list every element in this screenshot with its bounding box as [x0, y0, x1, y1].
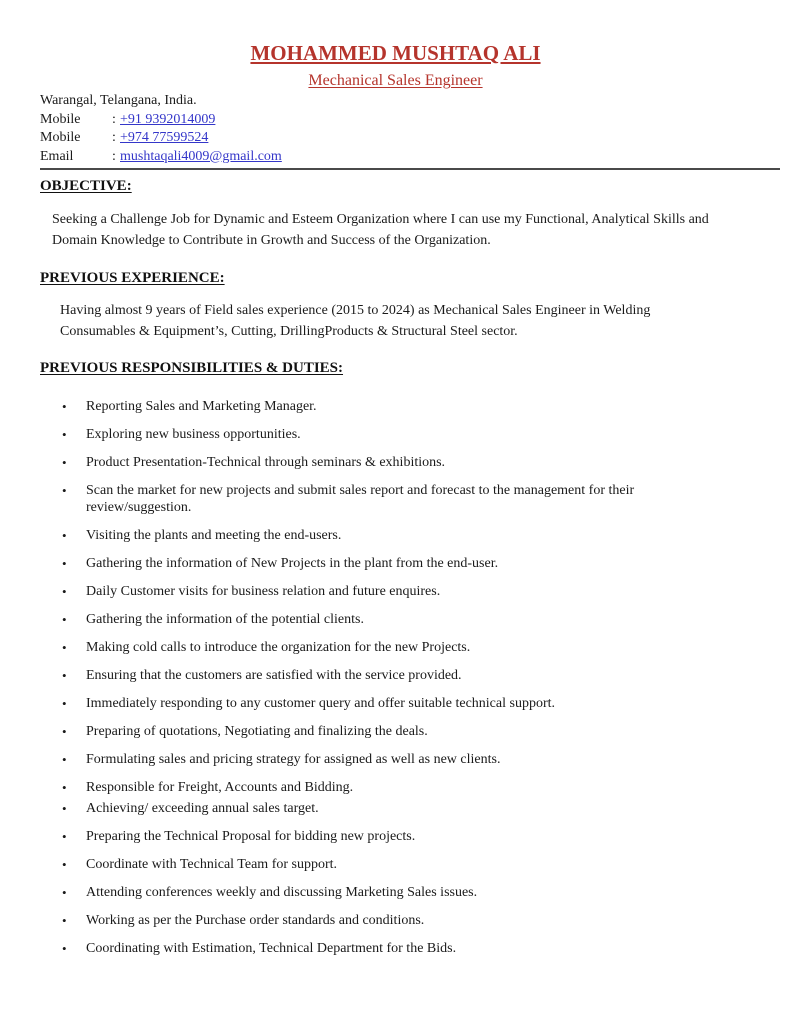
- duty-item: [62, 482, 722, 516]
- contact-row-email: [40, 148, 282, 167]
- duty-item: [62, 800, 722, 817]
- candidate-name: MOHAMMED MUSHTAQ ALI: [250, 41, 541, 65]
- contact-block: [40, 92, 282, 166]
- duty-text: Preparing of quotations, Negotiating and finalizing the deals.: [86, 724, 428, 739]
- duty-item: [62, 555, 722, 572]
- address: Warangal, Telangana, India.: [40, 93, 197, 108]
- bullet-icon: •: [62, 829, 67, 844]
- duties-heading: PREVIOUS RESPONSIBILITIES & DUTIES:: [40, 360, 344, 376]
- duty-text: Achieving/ exceeding annual sales target.: [86, 801, 319, 816]
- objective-text: Seeking a Challenge Job for Dynamic and Esteem Organization where I can use my Functional, Analytical Skills and Domain Knowledge to Contribute in Growth and Success of the Organization.: [52, 212, 709, 248]
- duty-text: Coordinate with Technical Team for support.: [86, 857, 338, 872]
- contact-row-mobile-2: [40, 129, 282, 148]
- duty-item: [62, 884, 722, 901]
- bullet-icon: •: [62, 584, 67, 599]
- duty-item: [62, 856, 722, 873]
- bullet-icon: •: [62, 752, 67, 767]
- contact-label: Mobile: [40, 130, 81, 145]
- duty-item: [62, 639, 722, 656]
- duty-item: [62, 779, 722, 796]
- duty-text: Making cold calls to introduce the organization for the new Projects.: [86, 640, 471, 655]
- duty-text: Scan the market for new projects and submit sales report and forecast to the management for their review/suggestion.: [86, 483, 635, 515]
- duty-text: Visiting the plants and meeting the end-users.: [86, 528, 342, 543]
- contact-label: Mobile: [40, 111, 81, 127]
- duty-text: Gathering the information of the potential clients.: [86, 612, 364, 627]
- duty-item: [62, 398, 722, 415]
- duty-item: [62, 828, 722, 845]
- contact-separator: :: [112, 111, 116, 127]
- bullet-icon: •: [62, 857, 67, 872]
- duty-item: [62, 583, 722, 600]
- duty-text: Ensuring that the customers are satisfied with the service provided.: [86, 668, 462, 683]
- duty-item: [62, 751, 722, 768]
- bullet-icon: •: [62, 556, 67, 571]
- contact-label: Email: [40, 148, 74, 164]
- duty-text: Coordinating with Estimation, Technical Department for the Bids.: [86, 941, 457, 956]
- bullet-icon: •: [62, 696, 67, 711]
- bullet-icon: •: [62, 941, 67, 956]
- candidate-role: Mechanical Sales Engineer: [308, 72, 483, 89]
- bullet-icon: •: [62, 399, 67, 414]
- bullet-icon: •: [62, 640, 67, 655]
- duty-text: Attending conferences weekly and discussing Marketing Sales issues.: [86, 885, 478, 900]
- bullet-icon: •: [62, 427, 67, 442]
- duty-item: [62, 454, 722, 471]
- duty-item: [62, 695, 722, 712]
- contact-row-mobile-1: [40, 111, 282, 130]
- duty-item: [62, 940, 722, 957]
- bullet-icon: •: [62, 913, 67, 928]
- duty-text: Working as per the Purchase order standards and conditions.: [86, 913, 425, 928]
- duties-list: [62, 398, 722, 968]
- duty-text: Responsible for Freight, Accounts and Bidding.: [86, 780, 354, 795]
- mobile-link-2[interactable]: +974 77599524: [120, 130, 209, 145]
- duty-text: Formulating sales and pricing strategy for assigned as well as new clients.: [86, 752, 501, 767]
- experience-text: Having almost 9 years of Field sales experience (2015 to 2024) as Mechanical Sales Engineer in Welding Consumables & Equipment’s, Cutting, DrillingProducts & Structural Steel sector.: [60, 303, 651, 339]
- mobile-link-1[interactable]: +91 9392014009: [120, 111, 216, 127]
- bullet-icon: •: [62, 455, 67, 470]
- duty-item: [62, 912, 722, 929]
- duty-text: Gathering the information of New Projects in the plant from the end-user.: [86, 556, 499, 571]
- experience-heading: PREVIOUS EXPERIENCE:: [40, 270, 225, 286]
- duty-text: Immediately responding to any customer query and offer suitable technical support.: [86, 696, 555, 711]
- bullet-icon: •: [62, 801, 67, 816]
- duty-text: Preparing the Technical Proposal for bidding new projects.: [86, 829, 416, 844]
- duty-text: Daily Customer visits for business relation and future enquires.: [86, 584, 441, 599]
- bullet-icon: •: [62, 612, 67, 627]
- bullet-icon: •: [62, 780, 67, 795]
- duty-item: [62, 723, 722, 740]
- bullet-icon: •: [62, 528, 67, 543]
- contact-separator: :: [112, 148, 116, 164]
- duty-text: Product Presentation-Technical through seminars & exhibitions.: [86, 455, 446, 470]
- bullet-icon: •: [62, 724, 67, 739]
- duty-item: [62, 527, 722, 544]
- duty-text: Exploring new business opportunities.: [86, 427, 301, 442]
- duty-text: Reporting Sales and Marketing Manager.: [86, 399, 317, 414]
- bullet-icon: •: [62, 483, 67, 498]
- bullet-icon: •: [62, 668, 67, 683]
- duty-item: [62, 611, 722, 628]
- objective-heading: OBJECTIVE:: [40, 178, 132, 194]
- email-link[interactable]: mushtaqali4009@gmail.com: [120, 148, 282, 164]
- duty-item: [62, 426, 722, 443]
- bullet-icon: •: [62, 885, 67, 900]
- duty-item: [62, 667, 722, 684]
- header-divider: [40, 168, 780, 170]
- contact-separator: :: [112, 130, 116, 145]
